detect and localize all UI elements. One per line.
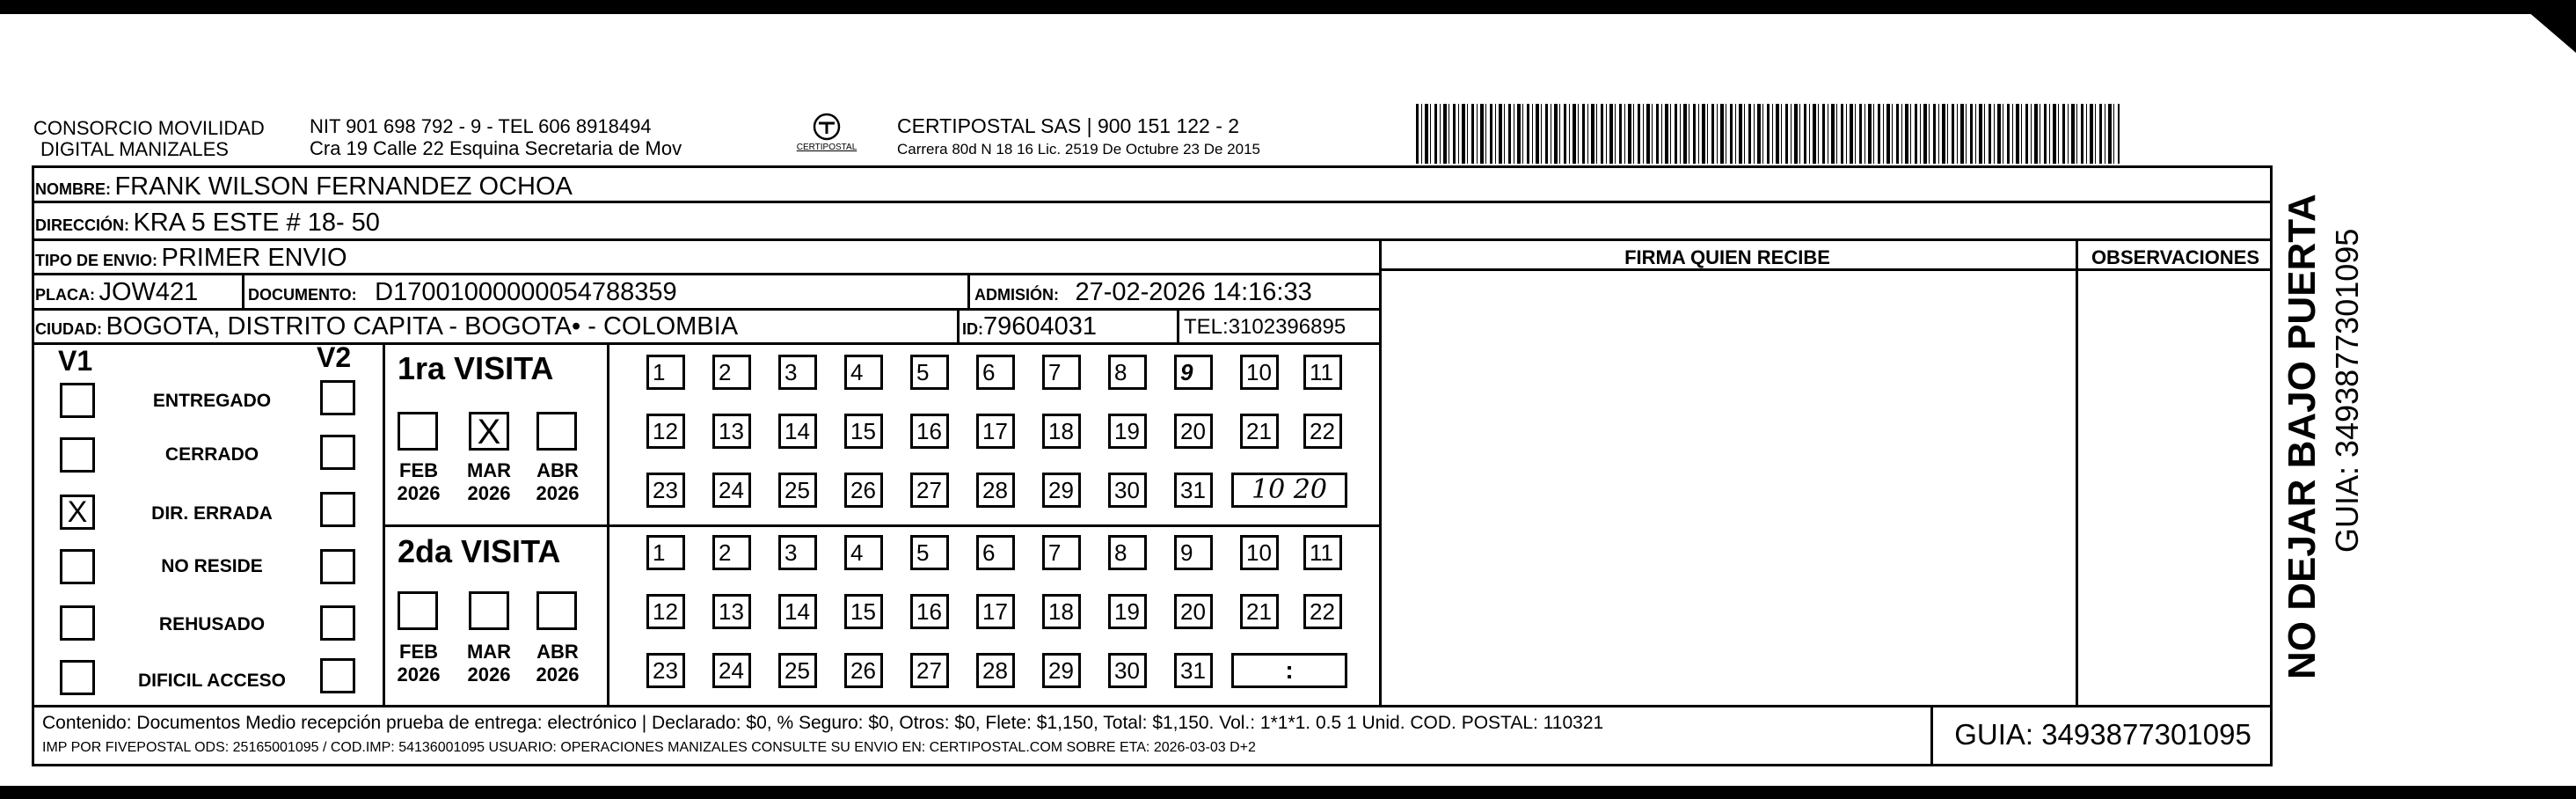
ciudad-label: CIUDAD: [35,320,102,338]
month-mar: MAR 2026 [466,459,512,504]
admision-cell [974,278,1312,307]
second-visit-abr-checkbox[interactable] [536,591,577,630]
second-visit-day-26[interactable]: 26 [844,653,883,688]
scan-top-edge [0,0,2576,14]
first-visit-day-18[interactable]: 18 [1042,414,1081,449]
sender-name-line2: DIGITAL MANIZALES [40,138,229,160]
certipostal-logo [787,111,866,158]
month-feb: FEB 2026 [397,641,441,685]
first-visit-day-2[interactable]: 2 [712,355,751,390]
second-visit-title: 2da VISITA [398,533,561,569]
visit-divider [383,524,1379,527]
second-visit-day-27[interactable]: 27 [910,653,949,688]
carrier-license: Carrera 80d N 18 16 Lic. 2519 De Octubre 23 De 2015 [897,141,1260,158]
admision-value: 27-02-2026 14:16:33 [1075,278,1312,306]
first-visit-day-7[interactable]: 7 [1042,355,1081,390]
first-visit-day-30[interactable]: 30 [1108,473,1147,508]
second-visit-day-7[interactable]: 7 [1042,535,1081,570]
ciudad-cell [35,312,738,341]
first-visit-day-11[interactable]: 11 [1303,355,1342,390]
first-visit-day-5[interactable]: 5 [910,355,949,390]
nombre-row [35,172,573,202]
observaciones-column-left [2076,238,2078,707]
status-rehusado: REHUSADO [158,614,266,634]
visit-block-left [383,342,385,705]
second-visit-day-12[interactable]: 12 [646,594,685,629]
first-visit-day-17[interactable]: 17 [976,414,1015,449]
first-visit-day-13[interactable]: 13 [712,414,751,449]
first-visit-time-box[interactable]: 10 20 [1231,473,1347,508]
first-visit-day-23[interactable]: 23 [646,473,685,508]
firma-column-left [1379,238,1382,707]
first-visit-abr-checkbox[interactable] [536,412,577,451]
tipo-row [35,244,347,273]
first-visit-day-9[interactable]: 9 [1174,355,1213,390]
second-visit-day-17[interactable]: 17 [976,594,1015,629]
v1-header: V1 [58,345,93,377]
first-visit-day-10[interactable]: 10 [1240,355,1279,390]
nombre-label: NOMBRE: [35,180,111,198]
first-visit-day-25[interactable]: 25 [778,473,817,508]
second-visit-day-4[interactable]: 4 [844,535,883,570]
admision-label: ADMISIÓN: [974,286,1059,304]
direccion-value: KRA 5 ESTE # 18- 50 [133,209,380,237]
second-visit-day-5[interactable]: 5 [910,535,949,570]
cell-divider [1177,308,1179,342]
cell-divider [242,273,244,308]
first-visit-day-8[interactable]: 8 [1108,355,1147,390]
first-visit-day-31[interactable]: 31 [1174,473,1213,508]
logo-text: CERTIPOSTAL [796,143,857,152]
v1-cerrado-checkbox[interactable] [60,437,95,473]
v1-no-reside-checkbox[interactable] [60,549,95,584]
sender-name-line1: CONSORCIO MOVILIDAD [33,117,265,139]
cell-divider [967,273,970,308]
v1-dificil-acceso-checkbox[interactable] [60,660,95,695]
first-visit-day-20[interactable]: 20 [1174,414,1213,449]
first-visit-day-12[interactable]: 12 [646,414,685,449]
nombre-value: FRANK WILSON FERNANDEZ OCHOA [114,172,573,201]
no-dejar-bajo-puerta: NO DEJAR BAJO PUERTA [2280,194,2324,679]
scan-bottom-edge [0,786,2576,799]
scan-corner [2514,0,2576,53]
first-visit-day-22[interactable]: 22 [1303,414,1342,449]
second-visit-day-3[interactable]: 3 [778,535,817,570]
cell-divider [957,308,960,342]
second-visit-day-22[interactable]: 22 [1303,594,1342,629]
tipo-label: TIPO DE ENVIO: [35,252,158,269]
first-visit-day-14[interactable]: 14 [778,414,817,449]
first-visit-day-28[interactable]: 28 [976,473,1015,508]
first-visit-day-6[interactable]: 6 [976,355,1015,390]
status-cerrado: CERRADO [164,444,259,465]
row-divider [32,273,1379,275]
placa-label: PLACA: [35,286,95,304]
second-visit-day-1[interactable]: 1 [646,535,685,570]
first-visit-day-29[interactable]: 29 [1042,473,1081,508]
row-divider [32,238,2273,241]
first-visit-feb-checkbox[interactable] [398,412,438,451]
first-visit-day-1[interactable]: 1 [646,355,685,390]
second-visit-day-20[interactable]: 20 [1174,594,1213,629]
first-visit-day-27[interactable]: 27 [910,473,949,508]
firma-header: FIRMA QUIEN RECIBE [1624,246,1830,268]
first-visit-mar-checkbox[interactable]: X [469,412,509,451]
second-visit-feb-checkbox[interactable] [398,591,438,630]
status-dir-errada: DIR. ERRADA [151,503,273,524]
second-visit-day-31[interactable]: 31 [1174,653,1213,688]
status-dificil-acceso: DIFICIL ACCESO [137,671,286,691]
first-visit-day-26[interactable]: 26 [844,473,883,508]
v1-rehusado-checkbox[interactable] [60,605,95,641]
second-visit-day-8[interactable]: 8 [1108,535,1147,570]
second-visit-day-19[interactable]: 19 [1108,594,1147,629]
v1-dir-errada-checkbox[interactable]: X [60,495,95,530]
month-mar: MAR 2026 [466,641,512,685]
first-visit-day-3[interactable]: 3 [778,355,817,390]
sender-nit: NIT 901 698 792 - 9 - TEL 606 8918494 [310,115,652,137]
second-visit-day-11[interactable]: 11 [1303,535,1342,570]
second-visit-day-16[interactable]: 16 [910,594,949,629]
side-guia: GUIA: 3493877301095 [2329,228,2365,553]
footer-contenido: Contenido: Documentos Medio recepción prueba de entrega: electrónico | Declarado: $0, % Seguro: $0, Otros: $0, Flete: $1,150, Total: $1,150. Vol.: 1*1*1. 0.5 1 Unid. COD. POSTAL: 110321 [42,713,1604,733]
documento-cell [248,278,677,307]
v2-dir-errada-checkbox[interactable] [320,492,355,527]
second-visit-day-29[interactable]: 29 [1042,653,1081,688]
month-feb: FEB 2026 [397,459,441,504]
ciudad-value: BOGOTA, DISTRITO CAPITA - BOGOTA• - COLOMBIA [106,312,739,341]
v2-entregado-checkbox[interactable] [320,380,355,415]
tel-value: 3102396895 [1228,315,1346,339]
second-visit-day-2[interactable]: 2 [712,535,751,570]
second-visit-day-15[interactable]: 15 [844,594,883,629]
status-entregado: ENTREGADO [152,391,272,411]
second-visit-time-box[interactable]: : [1231,653,1347,688]
row-divider [32,342,1379,345]
v2-header: V2 [317,341,352,373]
documento-value: D17001000000054788359 [375,278,677,306]
footer-imp: IMP POR FIVEPOSTAL ODS: 25165001095 / COD.IMP: 54136001095 USUARIO: OPERACIONES MANIZALES CONSULTE SU ENVIO EN: CERTIPOSTAL.COM SOBRE ETA: 2026-03-03 D+2 [42,740,1256,755]
month-abr: ABR 2026 [536,459,580,504]
direccion-label: DIRECCIÓN: [35,216,129,234]
tipo-value: PRIMER ENVIO [161,244,347,272]
direccion-row [35,209,380,238]
id-label: ID: [962,320,983,338]
first-visit-day-4[interactable]: 4 [844,355,883,390]
first-visit-day-21[interactable]: 21 [1240,414,1279,449]
sender-address: Cra 19 Calle 22 Esquina Secretaria de Mov [310,137,682,159]
placa-cell [35,278,198,307]
placa-value: JOW421 [99,278,199,306]
second-visit-day-18[interactable]: 18 [1042,594,1081,629]
v2-rehusado-checkbox[interactable] [320,605,355,641]
tel-label: TEL: [1184,315,1229,339]
first-visit-title: 1ra VISITA [398,350,554,386]
v2-no-reside-checkbox[interactable] [320,549,355,584]
first-visit-day-16[interactable]: 16 [910,414,949,449]
first-visit-day-24[interactable]: 24 [712,473,751,508]
v1-entregado-checkbox[interactable] [60,383,95,418]
month-abr: ABR 2026 [536,641,580,685]
visit-days-left [607,342,609,705]
tel-cell [1184,315,1346,340]
second-visit-day-13[interactable]: 13 [712,594,751,629]
carrier-name: CERTIPOSTAL SAS | 900 151 122 - 2 [897,114,1240,137]
second-visit-day-23[interactable]: 23 [646,653,685,688]
second-visit-day-28[interactable]: 28 [976,653,1015,688]
v2-dificil-acceso-checkbox[interactable] [320,658,355,693]
first-visit-day-15[interactable]: 15 [844,414,883,449]
first-visit-day-19[interactable]: 19 [1108,414,1147,449]
v2-cerrado-checkbox[interactable] [320,435,355,470]
documento-label: DOCUMENTO: [248,286,357,304]
footer-divider [32,705,2273,707]
id-value: 79604031 [983,312,1098,341]
second-visit-day-9[interactable]: 9 [1174,535,1213,570]
footer-guia: GUIA: 3493877301095 [1954,718,2251,751]
second-visit-day-6[interactable]: 6 [976,535,1015,570]
barcode [1416,104,2120,164]
observaciones-header: OBSERVACIONES [2091,246,2260,268]
second-visit-day-24[interactable]: 24 [712,653,751,688]
second-visit-day-25[interactable]: 25 [778,653,817,688]
second-visit-mar-checkbox[interactable] [469,591,509,630]
second-visit-day-30[interactable]: 30 [1108,653,1147,688]
id-cell [962,312,1097,341]
second-visit-day-10[interactable]: 10 [1240,535,1279,570]
second-visit-day-21[interactable]: 21 [1240,594,1279,629]
second-visit-day-14[interactable]: 14 [778,594,817,629]
status-no-reside: NO RESIDE [161,556,263,576]
